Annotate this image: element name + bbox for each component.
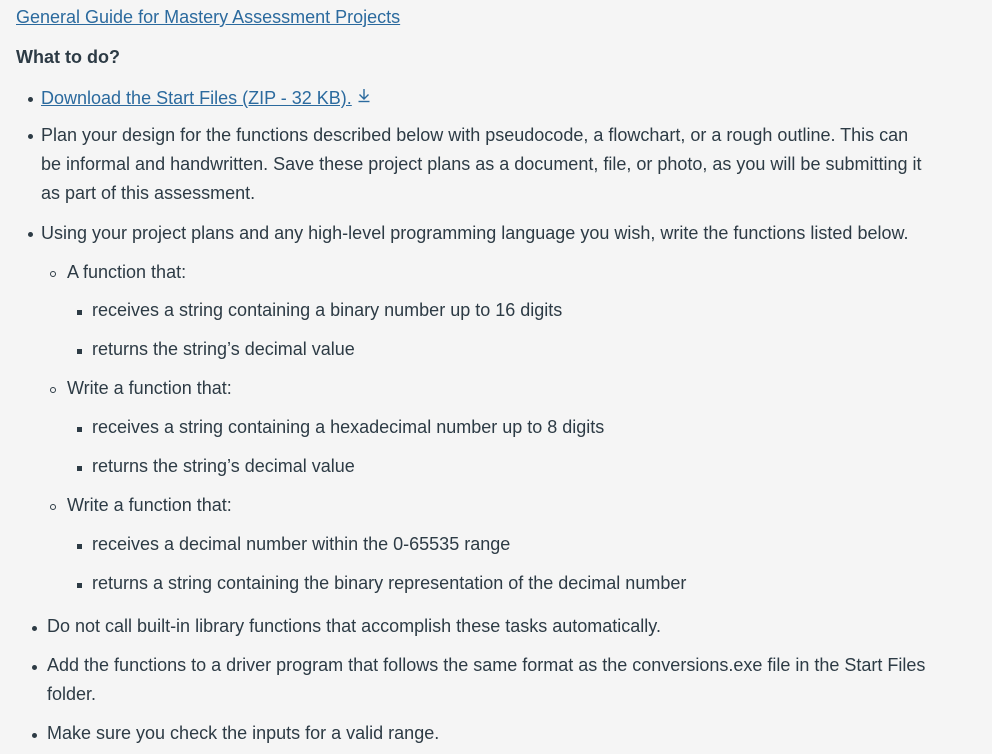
list-bullet — [32, 665, 37, 670]
function-detail: receives a string containing a hexadecimal number up to 8 digits — [92, 417, 605, 437]
function-detail: receives a decimal number within the 0-65535 range — [92, 534, 511, 554]
list-bullet — [28, 134, 33, 139]
list-item-download — [41, 84, 372, 114]
list-item-driver-line1: Add the functions to a driver program that follows the same format as the conversions.exe file in the Start Files — [47, 655, 926, 675]
list-item-driver-line2: folder. — [47, 684, 97, 704]
list-bullet — [28, 232, 33, 237]
function-detail: receives a string containing a binary number up to 16 digits — [92, 300, 563, 320]
function-title: Write a function that: — [67, 378, 232, 398]
sub-sub-list-bullet — [77, 310, 82, 315]
list-item-plan-line1: Plan your design for the functions described below with pseudocode, a flowchart, or a rough outline. This can — [41, 125, 909, 145]
list-bullet — [28, 97, 33, 102]
sub-sub-list-bullet — [77, 427, 82, 432]
function-title: A function that: — [67, 262, 187, 282]
general-guide-link[interactable]: General Guide for Mastery Assessment Projects — [16, 7, 401, 27]
list-item-no-builtin: Do not call built-in library functions that accomplish these tasks automatically. — [47, 616, 661, 636]
function-detail: returns the string’s decimal value — [92, 456, 355, 476]
list-bullet — [32, 733, 37, 738]
download-icon[interactable] — [356, 83, 372, 112]
list-item-using: Using your project plans and any high-level programming language you wish, write the functions listed below. — [41, 223, 909, 243]
list-bullet — [32, 626, 37, 631]
sub-list-bullet — [50, 387, 56, 393]
sub-sub-list-bullet — [77, 544, 82, 549]
function-title: Write a function that: — [67, 495, 232, 515]
list-item-plan-line2: be informal and handwritten. Save these project plans as a document, file, or photo, as you will be submitting it — [41, 154, 922, 174]
sub-sub-list-bullet — [77, 583, 82, 588]
download-start-files-link[interactable]: Download the Start Files (ZIP - 32 KB). — [41, 88, 352, 108]
sub-sub-list-bullet — [77, 466, 82, 471]
list-item-check-inputs: Make sure you check the inputs for a valid range. — [47, 723, 440, 743]
list-item-plan-line3: as part of this assessment. — [41, 183, 256, 203]
sub-list-bullet — [50, 271, 56, 277]
function-detail: returns a string containing the binary representation of the decimal number — [92, 573, 687, 593]
page-heading: What to do? — [16, 47, 120, 67]
sub-list-bullet — [50, 504, 56, 510]
sub-sub-list-bullet — [77, 349, 82, 354]
function-detail: returns the string’s decimal value — [92, 339, 355, 359]
